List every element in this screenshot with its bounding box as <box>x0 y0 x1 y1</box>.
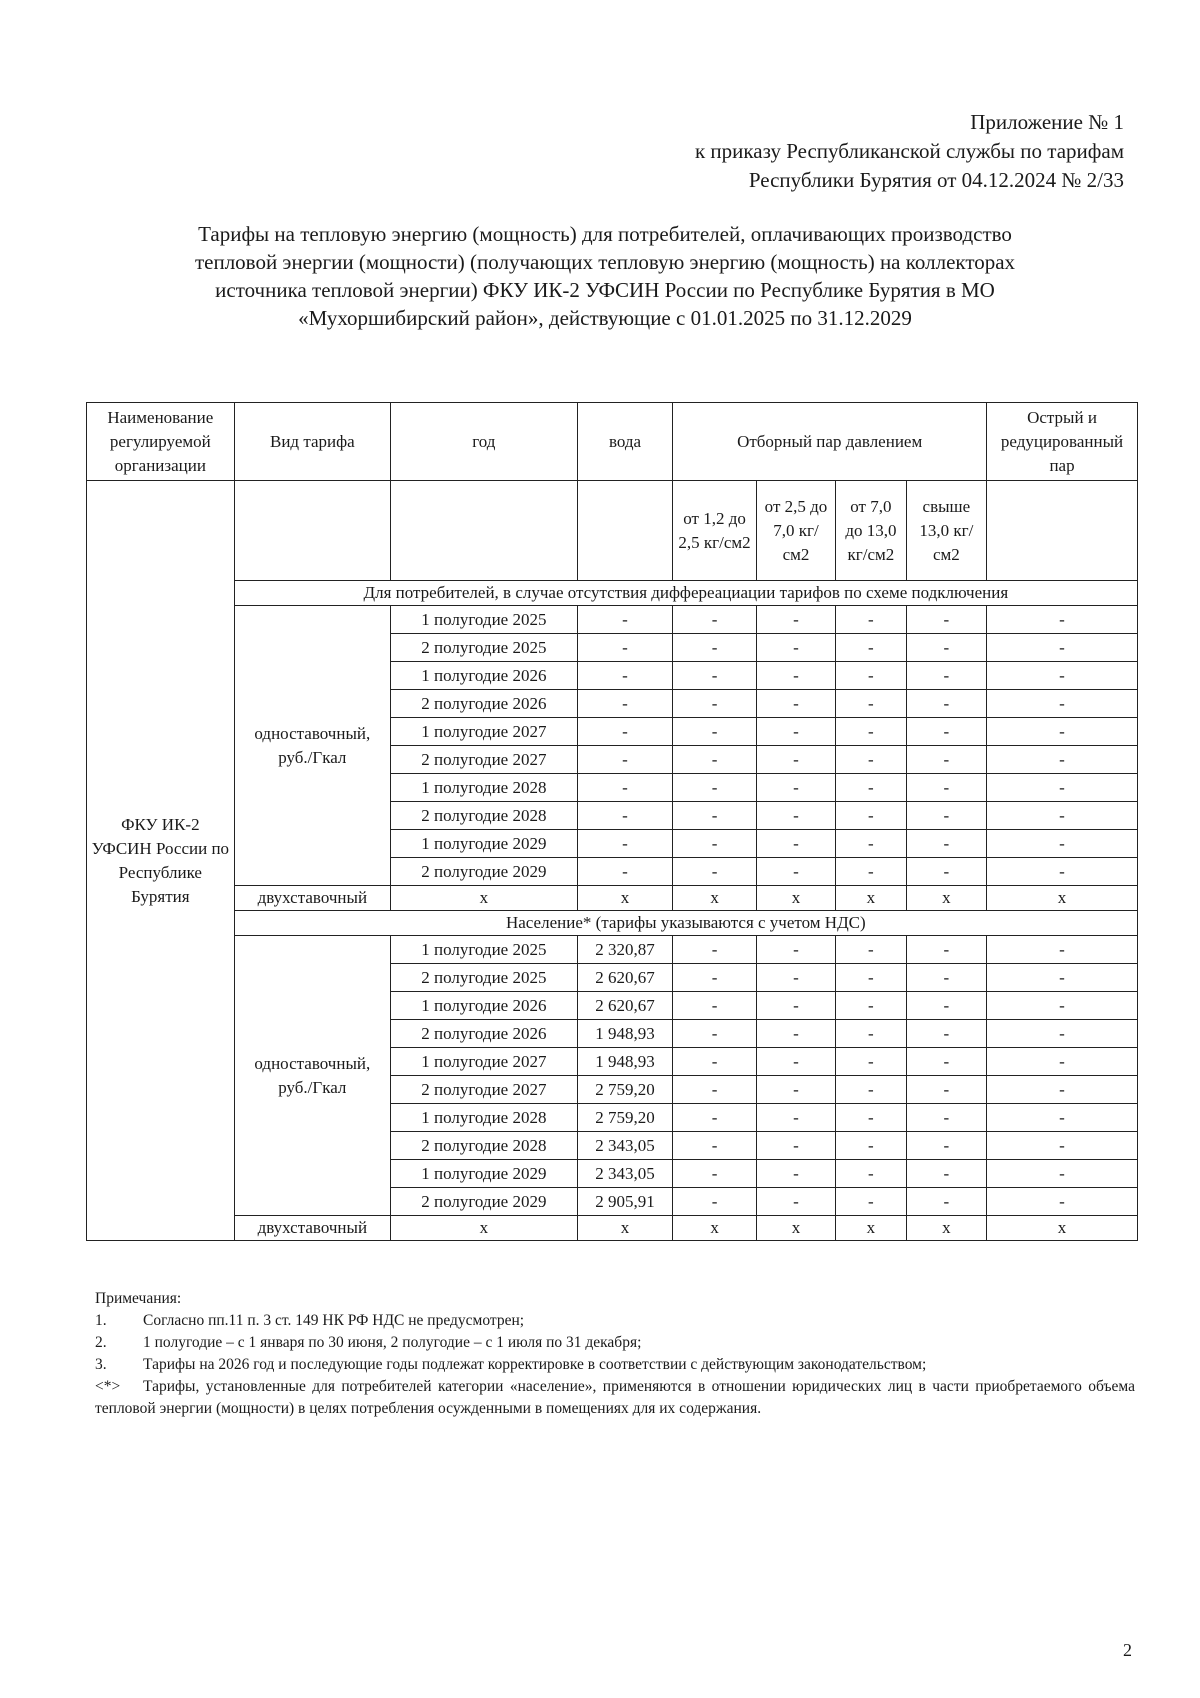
year-cell: x <box>391 886 578 911</box>
period-cell: 2 полугодие 2025 <box>391 964 578 992</box>
p1-cell: - <box>673 802 757 830</box>
note-number: 1. <box>95 1312 107 1329</box>
p4-cell: - <box>906 964 986 992</box>
header-steam: Отборный пар давлением <box>673 403 987 481</box>
p4-cell: - <box>906 1048 986 1076</box>
p4-cell: - <box>906 1104 986 1132</box>
sharp-cell: - <box>987 634 1138 662</box>
p4-cell: - <box>906 662 986 690</box>
p2-cell: - <box>756 662 835 690</box>
p2-cell: - <box>756 1132 835 1160</box>
period-cell: 2 полугодие 2028 <box>391 802 578 830</box>
empty-cell <box>391 481 578 581</box>
p4-cell: - <box>906 830 986 858</box>
sharp-cell: - <box>987 662 1138 690</box>
p2-cell: - <box>756 746 835 774</box>
note-number: 3. <box>95 1356 107 1373</box>
note-text: Тарифы, установленные для потребителей категории «население», применяются в отношении юридических лиц в части приобретаемого объема тепловой энергии (мощности) в целях потребления осужденными в помещениях для их содержания. <box>95 1378 1135 1417</box>
table-row <box>87 606 1138 634</box>
water-cell: 2 905,91 <box>577 1188 673 1216</box>
p3-cell: - <box>836 1020 907 1048</box>
double-rate-row <box>87 1216 1138 1241</box>
p2-cell: - <box>756 690 835 718</box>
sharp-cell: - <box>987 1048 1138 1076</box>
sharp-cell: - <box>987 718 1138 746</box>
tariff-type-double: двухставочный <box>234 1216 390 1241</box>
water-cell: - <box>577 634 673 662</box>
p1-cell: - <box>673 1104 757 1132</box>
appendix-order-date: Республики Бурятия от 04.12.2024 № 2/33 <box>748 168 1124 192</box>
sharp-cell: - <box>987 1020 1138 1048</box>
water-cell: 2 759,20 <box>577 1076 673 1104</box>
header-sharp-steam: Острый и редуцированный пар <box>987 403 1138 481</box>
note-number: <*> <box>95 1378 121 1395</box>
p2-cell: - <box>756 774 835 802</box>
section-title-row <box>87 911 1138 936</box>
sharp-cell: x <box>987 886 1138 911</box>
water-cell: - <box>577 718 673 746</box>
p1-cell: - <box>673 1020 757 1048</box>
appendix-number: Приложение № 1 <box>970 110 1124 134</box>
section-title-row <box>87 581 1138 606</box>
p2-cell: - <box>756 1188 835 1216</box>
sharp-cell: - <box>987 992 1138 1020</box>
p3-cell: - <box>836 746 907 774</box>
section-title: Для потребителей, в случае отсутствия диффереациации тарифов по схеме подключения <box>234 581 1137 606</box>
period-cell: 1 полугодие 2026 <box>391 992 578 1020</box>
p4-cell: x <box>906 886 986 911</box>
p2-cell: - <box>756 936 835 964</box>
note-text: 1 полугодие – с 1 января по 30 июня, 2 полугодие – с 1 июля по 31 декабря; <box>143 1334 642 1351</box>
document-title <box>120 220 1090 332</box>
period-cell: 1 полугодие 2029 <box>391 830 578 858</box>
p3-cell: - <box>836 690 907 718</box>
water-cell: 2 620,67 <box>577 992 673 1020</box>
p4-cell: - <box>906 1188 986 1216</box>
period-cell: 1 полугодие 2026 <box>391 662 578 690</box>
sharp-cell: - <box>987 1076 1138 1104</box>
title-line: тепловой энергии (мощности) (получающих тепловую энергию (мощность) на коллекторах <box>194 250 1016 274</box>
sharp-cell: - <box>987 690 1138 718</box>
period-cell: 1 полугодие 2025 <box>391 606 578 634</box>
p3-cell: - <box>836 774 907 802</box>
p3-cell: - <box>836 1160 907 1188</box>
p3-cell: - <box>836 1076 907 1104</box>
period-cell: 2 полугодие 2029 <box>391 1188 578 1216</box>
p3-cell: - <box>836 964 907 992</box>
p1-cell: - <box>673 746 757 774</box>
p4-cell: - <box>906 1132 986 1160</box>
p1-cell: - <box>673 718 757 746</box>
title-line: источника тепловой энергии) ФКУ ИК-2 УФСИН России по Республике Бурятия в МО <box>215 278 995 302</box>
p3-cell: x <box>836 1216 907 1241</box>
period-cell: 1 полугодие 2027 <box>391 1048 578 1076</box>
note-item <box>95 1354 1135 1376</box>
sharp-cell: x <box>987 1216 1138 1241</box>
note-text: Тарифы на 2026 год и последующие годы подлежат корректировке в соответствии с действующим законодательством; <box>143 1356 927 1373</box>
header-year: год <box>391 403 578 481</box>
p4-cell: - <box>906 774 986 802</box>
appendix-order-ref: к приказу Республиканской службы по тарифам <box>694 139 1124 163</box>
p3-cell: - <box>836 830 907 858</box>
section-title: Население* (тарифы указываются с учетом НДС) <box>234 911 1137 936</box>
p1-cell: - <box>673 634 757 662</box>
water-cell: - <box>577 746 673 774</box>
p2-cell: - <box>756 1048 835 1076</box>
p4-cell: - <box>906 690 986 718</box>
p2-cell: - <box>756 718 835 746</box>
water-cell: - <box>577 606 673 634</box>
period-cell: 2 полугодие 2026 <box>391 1020 578 1048</box>
water-cell: - <box>577 802 673 830</box>
p4-cell: - <box>906 1020 986 1048</box>
p3-cell: x <box>836 886 907 911</box>
sharp-cell: - <box>987 802 1138 830</box>
p3-cell: - <box>836 802 907 830</box>
period-cell: 1 полугодие 2027 <box>391 718 578 746</box>
p4-cell: x <box>906 1216 986 1241</box>
p3-cell: - <box>836 936 907 964</box>
water-cell: 1 948,93 <box>577 1020 673 1048</box>
water-cell: - <box>577 774 673 802</box>
water-cell: 2 320,87 <box>577 936 673 964</box>
p1-cell: - <box>673 858 757 886</box>
p4-cell: - <box>906 936 986 964</box>
header-pressure-3: от 7,0 до 13,0 кг/см2 <box>836 481 907 581</box>
period-cell: 1 полугодие 2025 <box>391 936 578 964</box>
p1-cell: - <box>673 1188 757 1216</box>
p1-cell: x <box>673 1216 757 1241</box>
p4-cell: - <box>906 1160 986 1188</box>
p3-cell: - <box>836 1132 907 1160</box>
tariff-table <box>86 402 1138 1241</box>
sharp-cell: - <box>987 746 1138 774</box>
p2-cell: - <box>756 1160 835 1188</box>
header-pressure-2: от 2,5 до 7,0 кг/см2 <box>756 481 835 581</box>
period-cell: 2 полугодие 2025 <box>391 634 578 662</box>
note-item <box>95 1332 1135 1354</box>
title-line: Тарифы на тепловую энергию (мощность) для потребителей, оплачивающих производство <box>198 222 1012 246</box>
sharp-cell: - <box>987 1188 1138 1216</box>
p2-cell: - <box>756 858 835 886</box>
p1-cell: - <box>673 1160 757 1188</box>
header-org: Наименование регулируемой организации <box>87 403 235 481</box>
note-text: Согласно пп.11 п. 3 ст. 149 НК РФ НДС не предусмотрен; <box>143 1312 525 1329</box>
note-item <box>95 1310 1135 1332</box>
empty-cell <box>234 481 390 581</box>
p3-cell: - <box>836 634 907 662</box>
year-cell: x <box>391 1216 578 1241</box>
header-vid: Вид тарифа <box>234 403 390 481</box>
p4-cell: - <box>906 746 986 774</box>
tariff-type-double: двухставочный <box>234 886 390 911</box>
water-cell: x <box>577 1216 673 1241</box>
notes <box>95 1288 1135 1420</box>
p3-cell: - <box>836 858 907 886</box>
notes-title: Примечания: <box>95 1290 182 1307</box>
p1-cell: - <box>673 830 757 858</box>
p1-cell: - <box>673 964 757 992</box>
p4-cell: - <box>906 992 986 1020</box>
period-cell: 2 полугодие 2027 <box>391 746 578 774</box>
water-cell: x <box>577 886 673 911</box>
sharp-cell: - <box>987 936 1138 964</box>
sharp-cell: - <box>987 964 1138 992</box>
water-cell: 1 948,93 <box>577 1048 673 1076</box>
note-number: 2. <box>95 1334 107 1351</box>
sharp-cell: - <box>987 830 1138 858</box>
org-name: ФКУ ИК-2 УФСИН России по Республике Бурятия <box>87 481 235 1241</box>
p2-cell: - <box>756 634 835 662</box>
p1-cell: - <box>673 1076 757 1104</box>
period-cell: 2 полугодие 2027 <box>391 1076 578 1104</box>
p3-cell: - <box>836 1048 907 1076</box>
p3-cell: - <box>836 992 907 1020</box>
appendix-header <box>695 108 1124 195</box>
water-cell: - <box>577 662 673 690</box>
p2-cell: - <box>756 992 835 1020</box>
p3-cell: - <box>836 606 907 634</box>
header-water: вода <box>577 403 673 481</box>
sharp-cell: - <box>987 606 1138 634</box>
water-cell: 2 343,05 <box>577 1132 673 1160</box>
p2-cell: x <box>756 886 835 911</box>
p4-cell: - <box>906 802 986 830</box>
double-rate-row <box>87 886 1138 911</box>
p4-cell: - <box>906 1076 986 1104</box>
period-cell: 1 полугодие 2028 <box>391 774 578 802</box>
p1-cell: - <box>673 690 757 718</box>
sharp-cell: - <box>987 858 1138 886</box>
water-cell: - <box>577 858 673 886</box>
p3-cell: - <box>836 662 907 690</box>
p1-cell: x <box>673 886 757 911</box>
period-cell: 2 полугодие 2026 <box>391 690 578 718</box>
p3-cell: - <box>836 1104 907 1132</box>
sharp-cell: - <box>987 1104 1138 1132</box>
water-cell: 2 620,67 <box>577 964 673 992</box>
header-pressure-1: от 1,2 до 2,5 кг/см2 <box>673 481 757 581</box>
p4-cell: - <box>906 634 986 662</box>
p2-cell: - <box>756 830 835 858</box>
p2-cell: - <box>756 802 835 830</box>
table-row <box>87 936 1138 964</box>
p2-cell: - <box>756 1104 835 1132</box>
sharp-cell: - <box>987 774 1138 802</box>
p1-cell: - <box>673 1132 757 1160</box>
period-cell: 1 полугодие 2028 <box>391 1104 578 1132</box>
period-cell: 1 полугодие 2029 <box>391 1160 578 1188</box>
water-cell: 2 759,20 <box>577 1104 673 1132</box>
sharp-cell: - <box>987 1132 1138 1160</box>
p4-cell: - <box>906 718 986 746</box>
water-cell: - <box>577 830 673 858</box>
p1-cell: - <box>673 936 757 964</box>
sharp-cell: - <box>987 1160 1138 1188</box>
p2-cell: - <box>756 964 835 992</box>
p3-cell: - <box>836 1188 907 1216</box>
tariff-type-single: одноставочный, руб./Гкал <box>234 936 390 1216</box>
p1-cell: - <box>673 1048 757 1076</box>
p4-cell: - <box>906 858 986 886</box>
water-cell: 2 343,05 <box>577 1160 673 1188</box>
empty-cell <box>987 481 1138 581</box>
period-cell: 2 полугодие 2028 <box>391 1132 578 1160</box>
p3-cell: - <box>836 718 907 746</box>
note-item <box>95 1376 1135 1420</box>
header-pressure-4: свыше 13,0 кг/см2 <box>906 481 986 581</box>
title-line: «Мухоршибирский район», действующие с 01.01.2025 по 31.12.2029 <box>298 306 912 330</box>
p1-cell: - <box>673 774 757 802</box>
p4-cell: - <box>906 606 986 634</box>
page-number: 2 <box>1123 1640 1132 1660</box>
p1-cell: - <box>673 992 757 1020</box>
p2-cell: x <box>756 1216 835 1241</box>
p2-cell: - <box>756 1020 835 1048</box>
empty-cell <box>577 481 673 581</box>
p1-cell: - <box>673 606 757 634</box>
p2-cell: - <box>756 606 835 634</box>
water-cell: - <box>577 690 673 718</box>
period-cell: 2 полугодие 2029 <box>391 858 578 886</box>
p2-cell: - <box>756 1076 835 1104</box>
p1-cell: - <box>673 662 757 690</box>
tariff-type-single: одноставочный, руб./Гкал <box>234 606 390 886</box>
